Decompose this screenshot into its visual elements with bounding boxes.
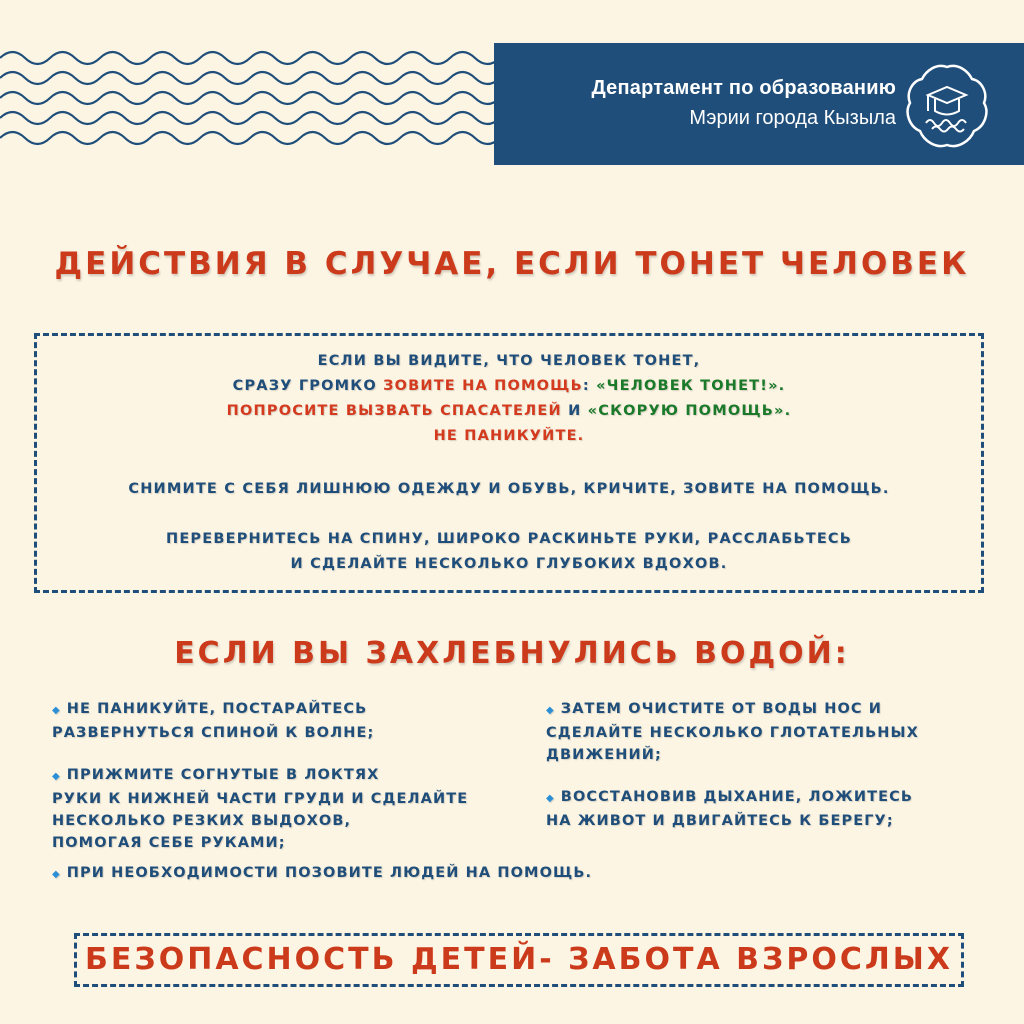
tip-item: ◆ ЗАТЕМ ОЧИСТИТЕ ОТ ВОДЫ НОС И СДЕЛАЙТЕ НЕСКОЛЬКО ГЛОТАТЕЛЬНЫХ ДВИЖЕНИЙ;	[546, 701, 919, 763]
instruction-line: СРАЗУ ГРОМКО ЗОВИТЕ НА ПОМОЩЬ: «ЧЕЛОВЕК ТОНЕТ!».	[232, 378, 786, 394]
diamond-bullet-icon: ◆	[52, 705, 61, 716]
graduation-cap-icon	[902, 61, 992, 151]
footer-slogan-box	[74, 933, 964, 987]
instruction-line: ЕСЛИ ВЫ ВИДИТЕ, ЧТО ЧЕЛОВЕК ТОНЕТ,	[317, 353, 701, 369]
diamond-bullet-icon: ◆	[546, 793, 555, 804]
subtitle: ЕСЛИ ВЫ ЗАХЛЕБНУЛИСЬ ВОДОЙ:	[174, 636, 850, 671]
tip-item: ◆ ПРИЖМИТЕ СОГНУТЫЕ В ЛОКТЯХ РУКИ К НИЖНЕЙ ЧАСТИ ГРУДИ И СДЕЛАЙТЕ НЕСКОЛЬКО РЕЗКИХ ВЫДОХОВ, ПОМОГАЯ СЕБЕ РУКАМИ;	[52, 767, 469, 851]
instruction-line: НЕ ПАНИКУЙТЕ.	[433, 428, 585, 444]
main-title: ДЕЙСТВИЯ В СЛУЧАЕ, ЕСЛИ ТОНЕТ ЧЕЛОВЕК	[54, 246, 970, 282]
instruction-line: ПОПРОСИТЕ ВЫЗВАТЬ СПАСАТЕЛЕЙ И «СКОРУЮ ПОМОЩЬ».	[226, 403, 792, 419]
department-header	[494, 43, 1024, 165]
diamond-bullet-icon: ◆	[52, 869, 61, 880]
instruction-line: СНИМИТЕ С СЕБЯ ЛИШНЮЮ ОДЕЖДУ И ОБУВЬ, КРИЧИТЕ, ЗОВИТЕ НА ПОМОЩЬ.	[128, 481, 890, 497]
city-name: Мэрии города Кызыла	[689, 107, 896, 129]
tip-item: ◆ ВОССТАНОВИВ ДЫХАНИЕ, ЛОЖИТЕСЬ НА ЖИВОТ И ДВИГАЙТЕСЬ К БЕРЕГУ;	[546, 789, 914, 829]
department-name: Департамент по образованию	[591, 77, 896, 99]
footer-slogan: БЕЗОПАСНОСТЬ ДЕТЕЙ- ЗАБОТА ВЗРОСЛЫХ	[85, 942, 953, 977]
diamond-bullet-icon: ◆	[52, 771, 61, 782]
tip-item: ◆ ПРИ НЕОБХОДИМОСТИ ПОЗОВИТЕ ЛЮДЕЙ НА ПОМОЩЬ.	[52, 865, 593, 881]
waves-decoration	[0, 40, 494, 160]
diamond-bullet-icon: ◆	[546, 705, 555, 716]
instruction-line: ПЕРЕВЕРНИТЕСЬ НА СПИНУ, ШИРОКО РАСКИНЬТЕ РУКИ, РАССЛАБЬТЕСЬ	[165, 531, 853, 547]
tip-item: ◆ НЕ ПАНИКУЙТЕ, ПОСТАРАЙТЕСЬ РАЗВЕРНУТЬСЯ СПИНОЙ К ВОЛНЕ;	[52, 701, 375, 741]
instruction-line: И СДЕЛАЙТЕ НЕСКОЛЬКО ГЛУБОКИХ ВДОХОВ.	[290, 556, 728, 572]
